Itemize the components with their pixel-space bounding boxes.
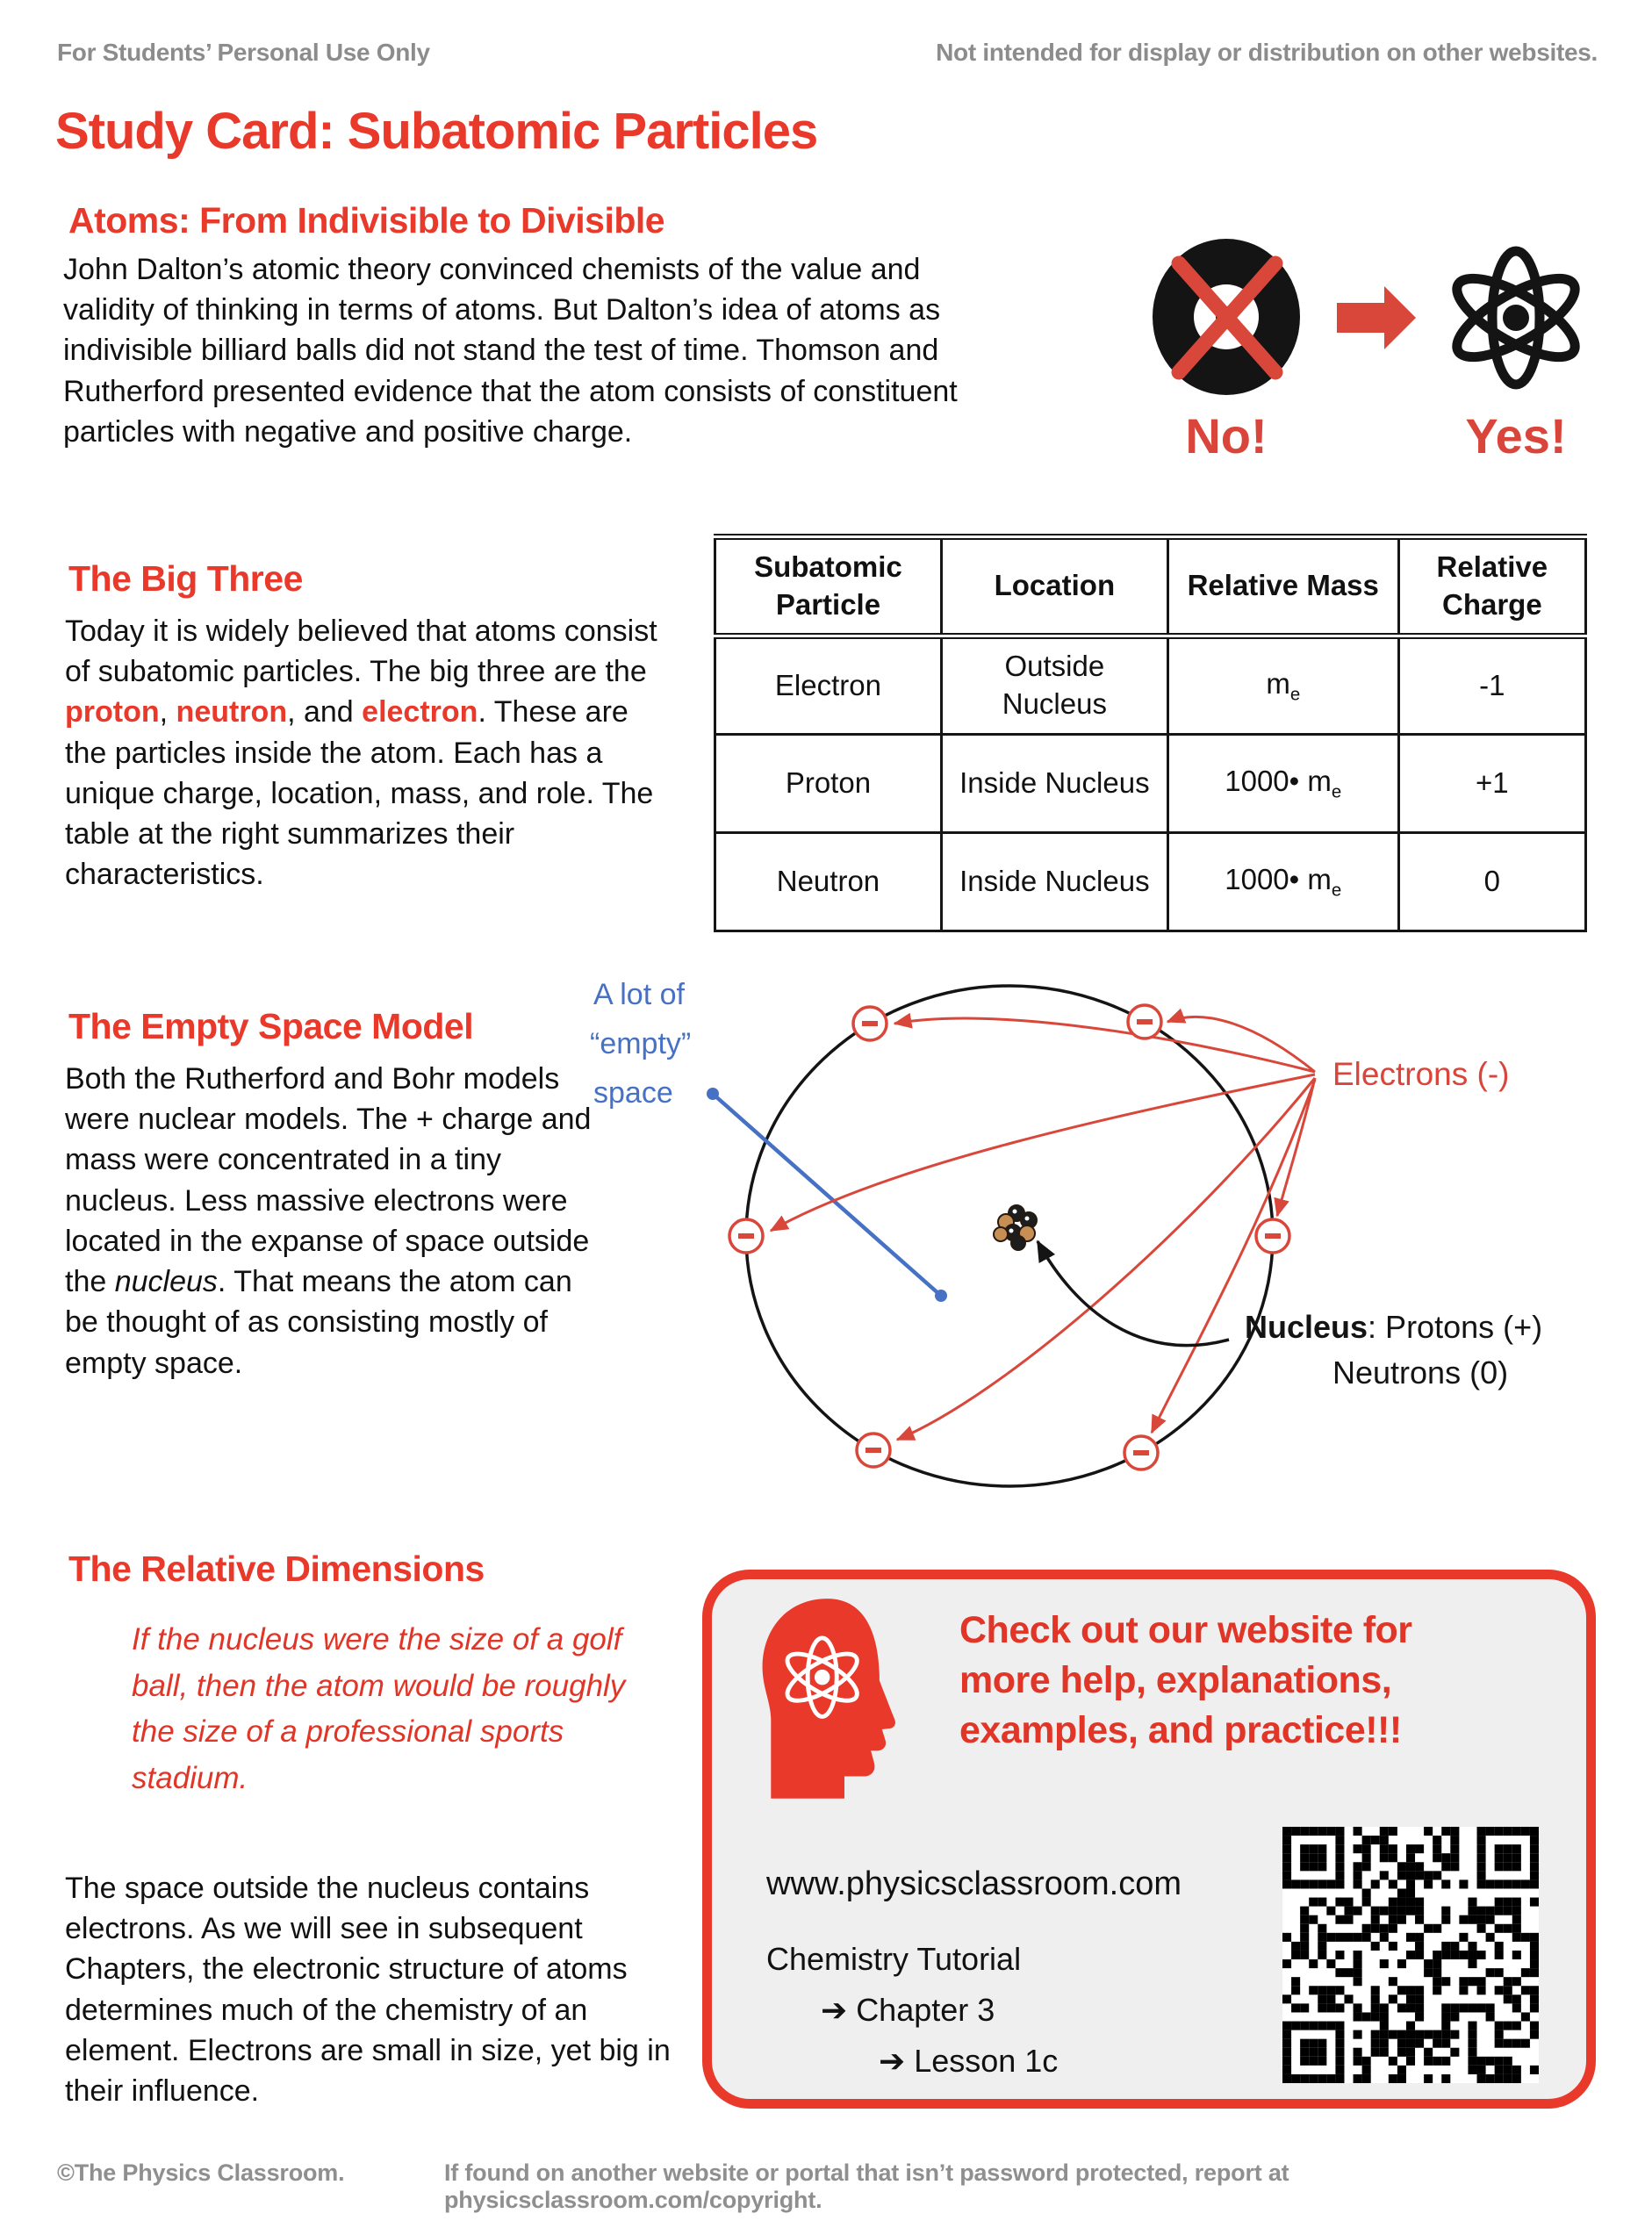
- cell-particle: Neutron: [715, 832, 942, 931]
- dalton-vs-modern-graphic: [1137, 234, 1593, 476]
- nucleus-label-line2: Neutrons (0): [1332, 1355, 1509, 1391]
- promo-message: Check out our website for more help, explanations, examples, and practice!!!: [959, 1609, 1412, 1752]
- empty-space-label-line3: space: [593, 1076, 673, 1110]
- head-icon: [749, 1593, 907, 1802]
- website-url: www.physicsclassroom.com: [766, 1865, 1182, 1902]
- empty-space-label-line2: “empty”: [590, 1027, 692, 1060]
- column-header-mass: Relative Mass: [1167, 537, 1398, 636]
- cell-mass: 1000• $m_e$: [1167, 734, 1398, 832]
- nucleus-label-rest: : Protons (+): [1368, 1309, 1543, 1345]
- text-run: ,: [159, 695, 176, 729]
- nucleus-label-bold: Nucleus: [1245, 1309, 1368, 1345]
- cell-charge: +1: [1398, 734, 1585, 832]
- nav-chapter-label: Chapter 3: [856, 1992, 995, 2028]
- nav-chapter: [821, 1992, 995, 2029]
- empty-space-paragraph: [65, 1059, 599, 1383]
- golf-ball-quote: If the nucleus were the size of a golf ball, then the atom would be roughly the size of a professional sports stadium.: [132, 1622, 626, 1795]
- electron-icon: [1124, 1436, 1158, 1470]
- relative-dimensions-paragraph: The space outside the nucleus contains electrons. As we will see in subsequent Chapters, the electronic structure of atoms determines much of the chemistry of an element. Electrons are small in size, yet big in their influence.: [65, 1872, 671, 2109]
- section-heading-atoms: Atoms: From Indivisible to Divisible: [68, 200, 665, 241]
- cell-charge: -1: [1398, 636, 1585, 734]
- electron-icon: [857, 1434, 890, 1467]
- text-run: Today it is widely believed that atoms consist of subatomic particles. The big three are the: [65, 614, 657, 689]
- empty-space-model-diagram: [579, 946, 1611, 1526]
- section-heading-empty-space: The Empty Space Model: [68, 1006, 474, 1046]
- nucleus-cluster: [994, 1205, 1037, 1250]
- personal-use-note: For Students’ Personal Use Only: [57, 39, 430, 66]
- section-heading-big-three: The Big Three: [68, 558, 303, 599]
- nucleus-label: [1245, 1309, 1542, 1345]
- empty-space-pointer: [707, 1088, 947, 1302]
- column-header-charge: Relative Charge: [1398, 537, 1585, 636]
- neutron-highlight: neutron: [176, 695, 288, 729]
- cell-mass: $m_e$: [1167, 636, 1398, 734]
- yes-label: Yes!: [1465, 408, 1567, 464]
- electron-icon: [1256, 1219, 1289, 1253]
- table-row-proton: [715, 734, 1586, 832]
- report-note: If found on another website or portal that isn’t password protected, report at physicsclassroom.com/copyright.: [444, 2160, 1289, 2213]
- text-run: , and: [287, 695, 363, 729]
- cell-mass: 1000• $m_e$: [1167, 832, 1398, 931]
- section-heading-relative-dimensions: The Relative Dimensions: [68, 1549, 485, 1589]
- qr-code: [1282, 1827, 1539, 2083]
- text-run: . These are the particles inside the atom. Each has a unique charge, location, mass, and role. The table at the right summarizes their characteristics.: [65, 695, 654, 892]
- distribution-note: Not intended for display or distribution on other websites.: [936, 39, 1598, 66]
- nav-lesson: [879, 2043, 1058, 2080]
- cell-particle: Proton: [715, 734, 942, 832]
- electron-icon: [853, 1007, 887, 1040]
- electron-arrows: [771, 1017, 1315, 1440]
- particle-table: [714, 534, 1587, 932]
- no-label: No!: [1185, 408, 1268, 464]
- cell-location: Inside Nucleus: [941, 734, 1167, 832]
- cell-particle: Electron: [715, 636, 942, 734]
- empty-space-label-line1: A lot of: [593, 978, 685, 1011]
- table-row-electron: [715, 636, 1586, 734]
- atom-icon: [1447, 251, 1586, 384]
- atoms-paragraph: John Dalton’s atomic theory convinced chemists of the value and validity of thinking in terms of atoms. But Dalton’s idea of atoms as indivisible billiard balls did not stand the test of time. Thomson and Rutherford presented evidence that the atom consists of constituent particles with negative and positive charge.: [63, 253, 958, 449]
- arrow-right-icon: ➔: [821, 1992, 848, 2028]
- copyright-note: ©The Physics Classroom.: [57, 2160, 345, 2186]
- electron-icon: [729, 1219, 763, 1253]
- column-header-location: Location: [941, 537, 1167, 636]
- table-header-row: [715, 537, 1586, 636]
- big-three-paragraph: [65, 611, 672, 895]
- nav-lesson-label: Lesson 1c: [914, 2043, 1059, 2079]
- page-title: Study Card: Subatomic Particles: [55, 103, 818, 160]
- nucleus-arrow: [1038, 1241, 1229, 1346]
- text-run: . That means the atom can be thought of as consisting mostly of empty space.: [65, 1265, 572, 1380]
- proton-highlight: proton: [65, 695, 160, 729]
- electron-icon: [1128, 1005, 1161, 1038]
- right-arrow-icon: [1337, 286, 1416, 349]
- text-run: Both the Rutherford and Bohr models were nuclear models. The + charge and mass were concentrated in a tiny nucleus. Less massive electrons were located in the expanse of space outside the: [65, 1062, 592, 1299]
- cell-charge: 0: [1398, 832, 1585, 931]
- nucleus-italic: nucleus: [114, 1265, 218, 1299]
- nav-root: Chemistry Tutorial: [766, 1941, 1022, 1977]
- column-header-particle: Subatomic Particle: [715, 537, 942, 636]
- electrons-label: Electrons (-): [1332, 1056, 1510, 1092]
- cell-location: Inside Nucleus: [941, 832, 1167, 931]
- cell-location: Outside Nucleus: [941, 636, 1167, 734]
- table-row-neutron: [715, 832, 1586, 931]
- website-promo-box: [702, 1570, 1596, 2109]
- arrow-right-icon: ➔: [879, 2043, 906, 2079]
- electron-highlight: electron: [362, 695, 478, 729]
